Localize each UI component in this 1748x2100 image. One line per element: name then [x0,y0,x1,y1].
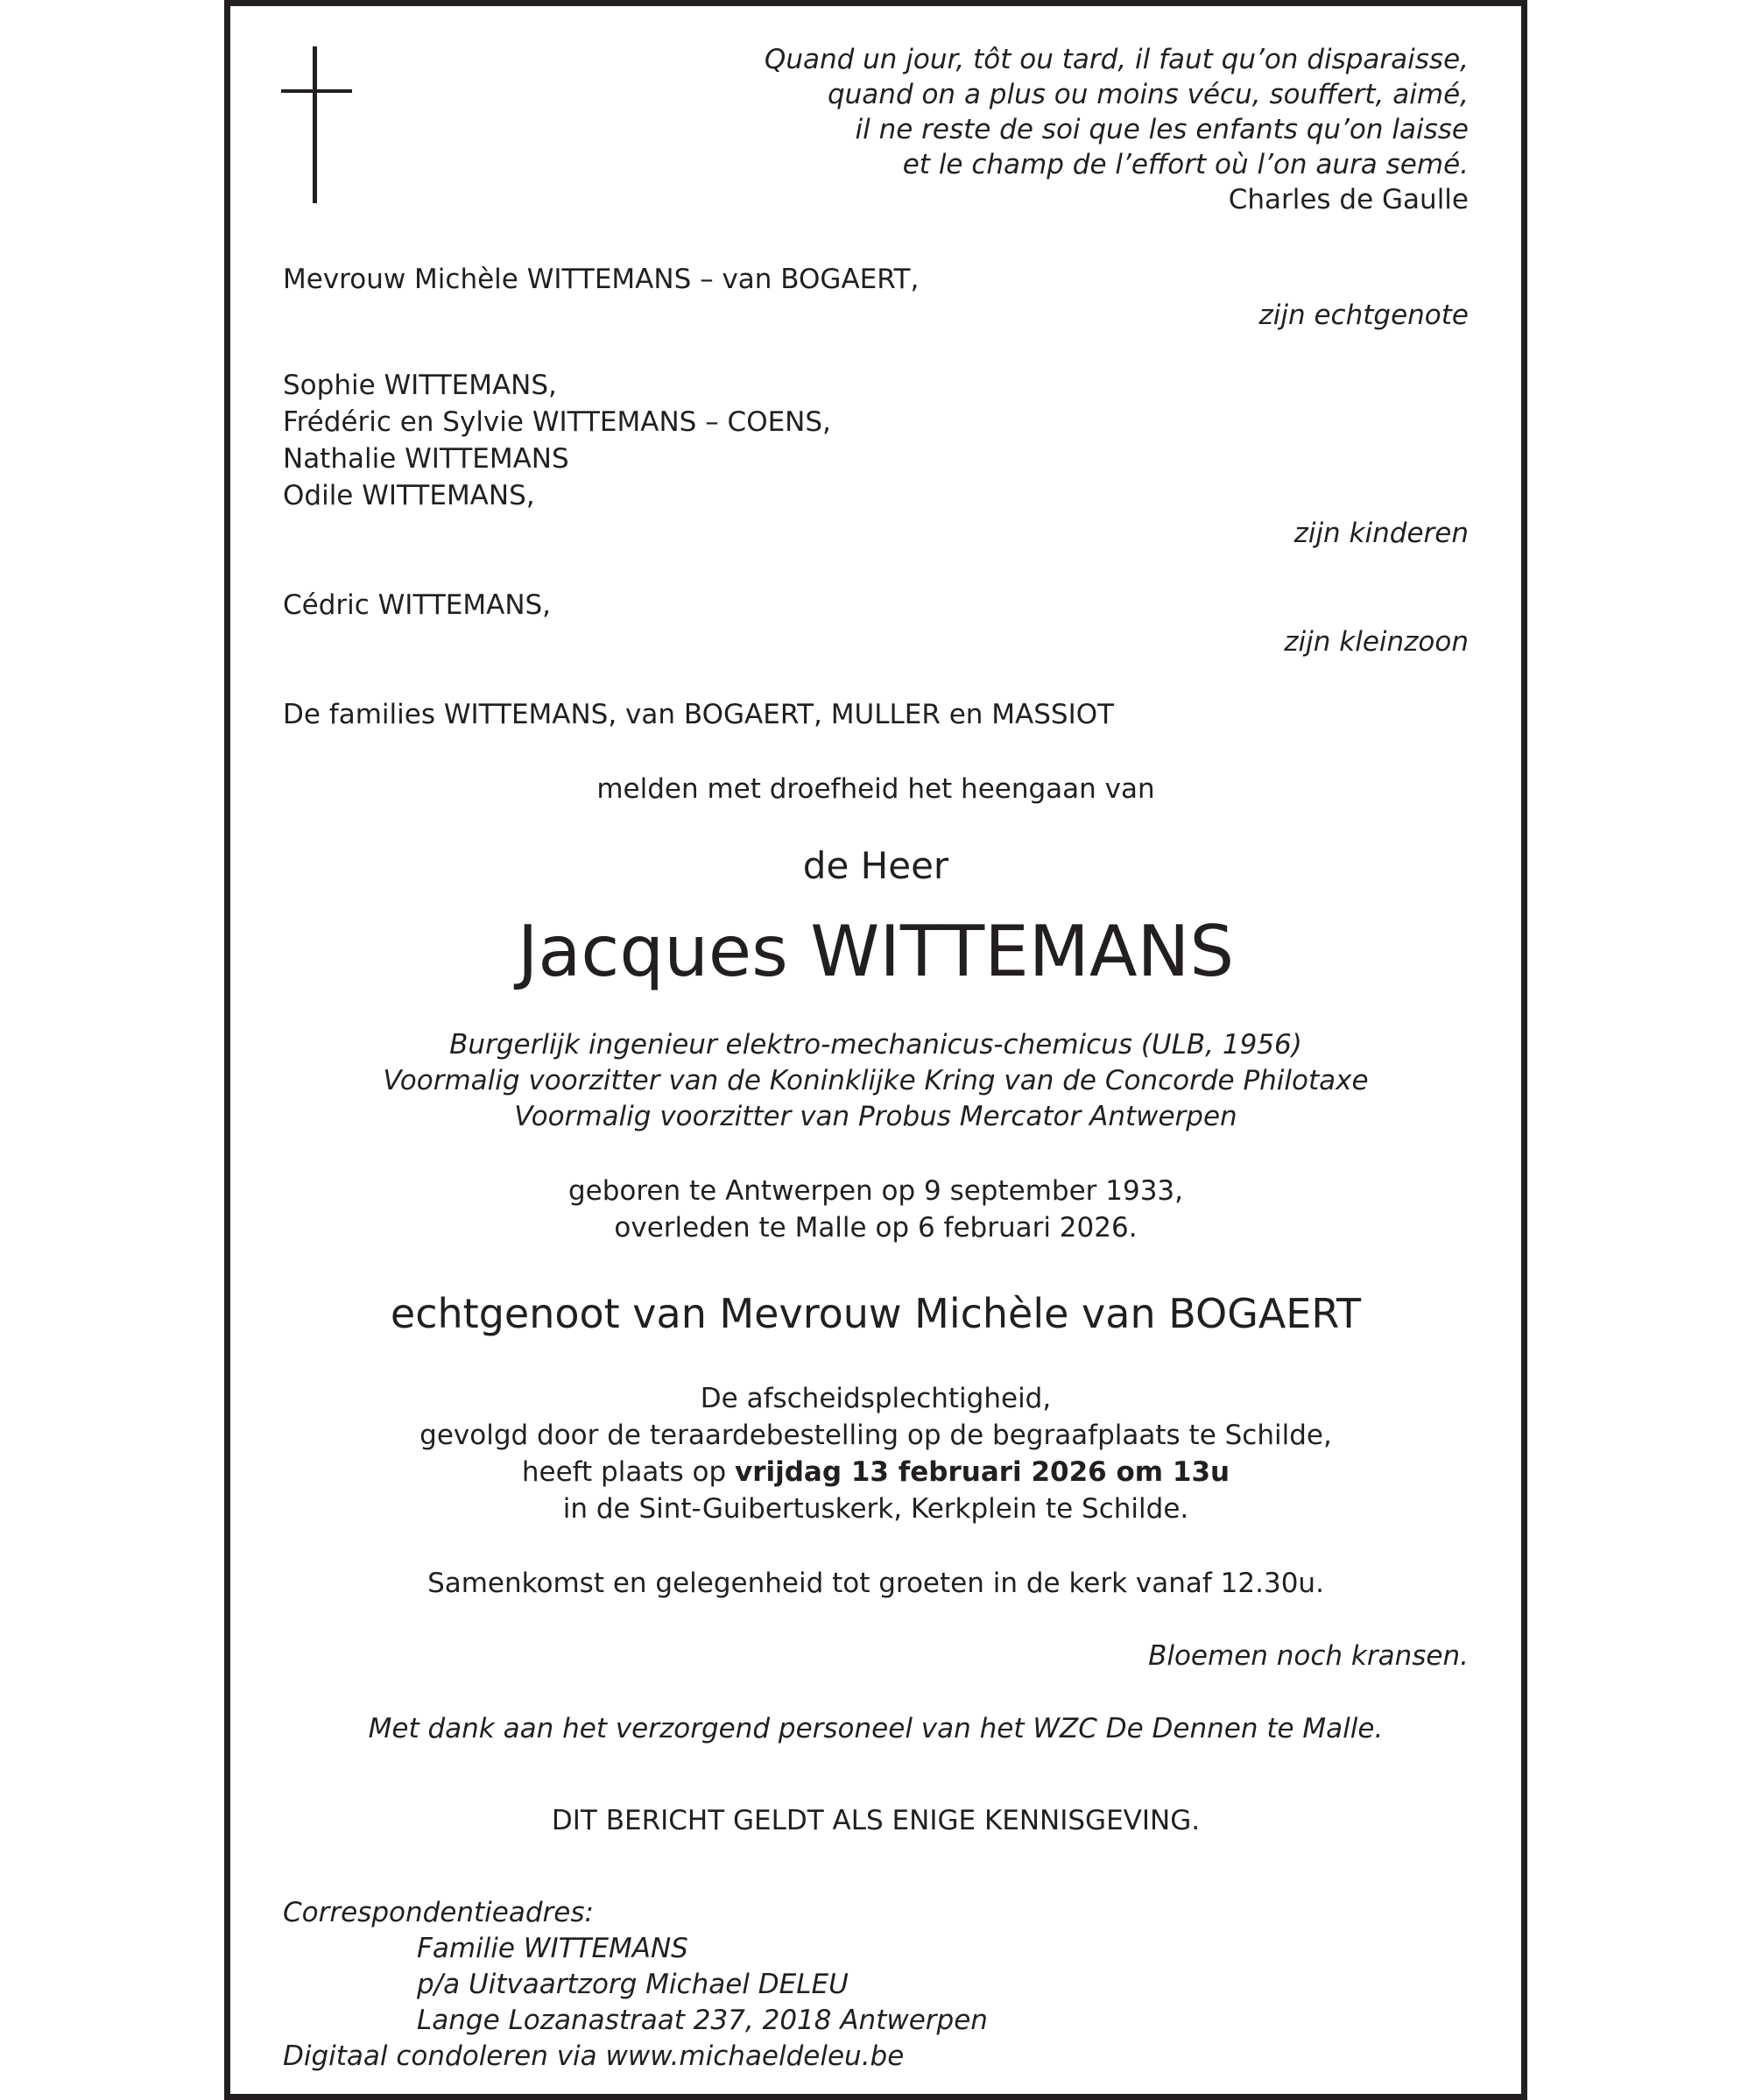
grandchild-name: Cédric WITTEMANS, [283,589,552,621]
credential-line: Voormalig voorzitter van Probus Mercator Antwerpen [514,1101,1237,1132]
quote-line: et le champ de l’effort où l’on aura semé. [902,149,1469,180]
spouse-relation: zijn echtgenote [1258,299,1469,331]
deceased-title: de Heer [802,844,949,887]
spouse-name: Mevrouw Michèle WITTEMANS – van BOGAERT, [283,264,920,295]
families-line: De families WITTEMANS, van BOGAERT, MULLER en MASSIOT [283,699,1115,730]
gathering-line: Samenkomst en gelegenheid tot groeten in de kerk vanaf 12.30u. [427,1568,1324,1599]
quote-line: quand on a plus ou moins vécu, souffert, aimé, [827,79,1469,110]
credential-line: Burgerlijk ingenieur elektro-mechanicus-chemicus (ULB, 1956) [449,1029,1302,1061]
child-name: Frédéric en Sylvie WITTEMANS – COENS, [283,406,831,438]
correspondence-line: Familie WITTEMANS [417,1933,688,1964]
quote-author: Charles de Gaulle [1228,184,1469,215]
ceremony-date-prefix: heeft plaats op [521,1456,735,1488]
correspondence-line: Lange Lozanastraat 237, 2018 Antwerpen [417,2005,988,2036]
ceremony-date-line [230,1456,1521,1488]
notice-line: DIT BERICHT GELDT ALS ENIGE KENNISGEVING. [551,1805,1201,1836]
quote-line: il ne reste de soi que les enfants qu’on laisse [855,114,1469,145]
child-name: Odile WITTEMANS, [283,480,535,511]
online-condolence-line: Digitaal condoleren via www.michaeldeleu.be [283,2040,905,2072]
ceremony-location: in de Sint-Guibertuskerk, Kerkplein te Schilde. [562,1493,1189,1525]
correspondence-line: p/a Uitvaartzorg Michael DELEU [417,1969,849,2000]
ceremony-line: gevolgd door de teraardebestelling op de begraafplaats te Schilde, [419,1420,1332,1451]
ceremony-line: De afscheidsplechtigheid, [700,1383,1052,1414]
death-line: overleden te Malle op 6 februari 2026. [614,1212,1138,1244]
ceremony-date: vrijdag 13 februari 2026 om 13u [734,1456,1230,1488]
grandchild-relation: zijn kleinzoon [1284,626,1469,658]
thanks-line: Met dank aan het verzorgend personeel van het WZC De Dennen te Malle. [368,1713,1384,1744]
quote-line: Quand un jour, tôt ou tard, il faut qu’on disparaisse, [764,44,1469,75]
child-name: Sophie WITTEMANS, [283,370,557,401]
correspondence-label: Correspondentieadres: [283,1897,594,1928]
deceased-name: Jacques WITTEMANS [517,911,1235,992]
spouse-of-line: echtgenoot van Mevrouw Michèle van BOGAERT [390,1290,1362,1337]
announcement-line: melden met droefheid het heengaan van [596,773,1155,805]
flowers-line: Bloemen noch kransen. [1148,1640,1469,1672]
children-relation: zijn kinderen [1293,518,1469,549]
child-name: Nathalie WITTEMANS [283,443,569,475]
obituary-card [224,0,1527,2100]
credential-line: Voormalig voorzitter van de Koninklijke Kring van de Concorde Philotaxe [383,1065,1369,1096]
birth-line: geboren te Antwerpen op 9 september 1933, [567,1175,1184,1207]
